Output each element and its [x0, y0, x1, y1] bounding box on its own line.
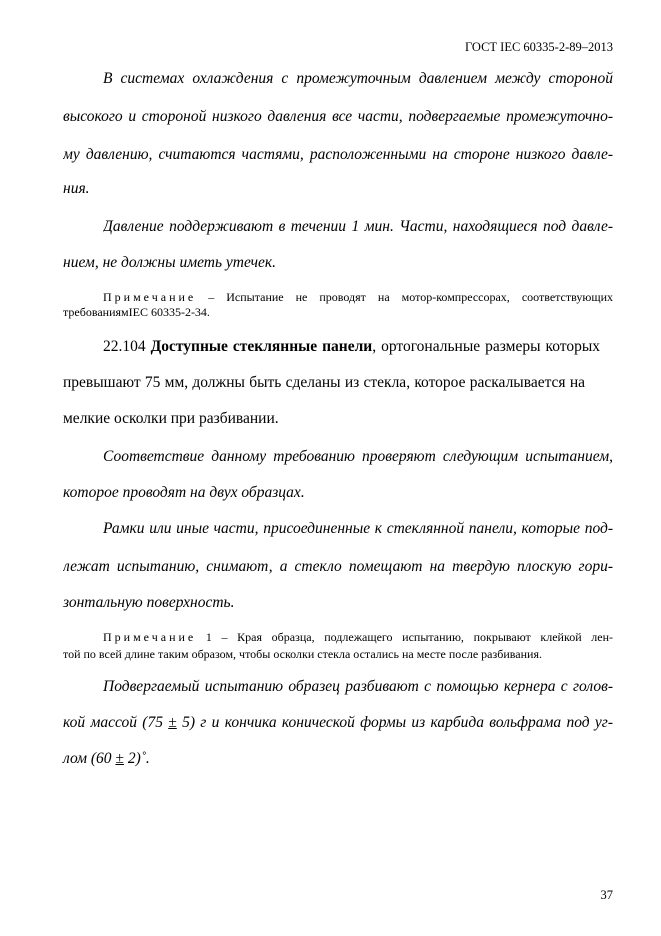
clause-number: 22.104: [103, 338, 151, 355]
paragraph-6-line-3: [63, 750, 150, 768]
standard-header: ГОСТ IEC 60335-2-89–2013: [464, 40, 613, 54]
paragraph-6-line-3-a: лом (60: [63, 750, 116, 767]
paragraph-4-line-2: которое проводят на двух образцах.: [63, 484, 305, 501]
paragraph-1-line-2: высокого и стороной низкого давления все части, подвергаемые промежуточно-: [63, 108, 613, 125]
note-2-label: Примечание: [103, 630, 197, 644]
paragraph-1-line-4: ния.: [63, 180, 90, 197]
note-1-line-1: [103, 290, 613, 306]
note-2-text: 1 – Края образца, подлежащего испытанию, покрывают клейкой лен-: [196, 630, 613, 644]
note-1-label: Примечание: [103, 290, 197, 304]
paragraph-4-line-1: Соответствие данному требованию проверяют следующим испытанием,: [103, 448, 613, 465]
plus-minus-sign: ±: [168, 714, 177, 731]
note-1-line-2: требованиямIEC 60335-2-34.: [63, 305, 210, 319]
note-1-text: – Испытание не проводят на мотор-компрессорах, соответствующих: [196, 290, 613, 304]
plus-minus-sign: ±: [115, 750, 124, 767]
page-number: 37: [600, 888, 613, 902]
paragraph-1-line-3: му давлению, считаются частями, расположенными на стороне низкого давле-: [63, 146, 613, 163]
paragraph-6-line-2-b: 5) г и кончика конической формы из карбида вольфрама под уг-: [176, 714, 613, 731]
clause-title: Доступные стеклянные панели: [150, 338, 373, 355]
clause-22-104-line-3: мелкие осколки при разбивании.: [63, 410, 279, 427]
clause-22-104-line-1: [103, 338, 600, 358]
paragraph-1-line-1: В системах охлаждения с промежуточным давлением между стороной: [103, 70, 613, 87]
paragraph-5-line-3: зонтальную поверхность.: [63, 594, 235, 611]
paragraph-6-line-3-b: 2)˚.: [123, 750, 150, 767]
clause-line-1-rest: , ортогональные размеры которых: [372, 338, 600, 355]
note-2-line-2: той по всей длине таким образом, чтобы осколки стекла остались на месте после разбивания.: [63, 647, 542, 661]
note-2-line-1: [103, 630, 613, 646]
paragraph-2-line-1: Давление поддерживают в течении 1 мин. Части, находящиеся под давле-: [103, 218, 613, 235]
paragraph-6-line-2-a: кой массой (75: [63, 714, 169, 731]
paragraph-6-line-2: [63, 714, 613, 734]
paragraph-5-line-1: Рамки или иные части, присоединенные к стеклянной панели, которые под-: [103, 520, 613, 537]
paragraph-2-line-2: нием, не должны иметь утечек.: [63, 254, 277, 271]
clause-22-104-line-2: превышают 75 мм, должны быть сделаны из стекла, которое раскалывается на: [63, 374, 585, 391]
paragraph-5-line-2: лежат испытанию, снимают, а стекло помещают на твердую плоскую гори-: [63, 558, 613, 575]
paragraph-6-line-1: Подвергаемый испытанию образец разбивают с помощью кернера с голов-: [103, 678, 613, 695]
